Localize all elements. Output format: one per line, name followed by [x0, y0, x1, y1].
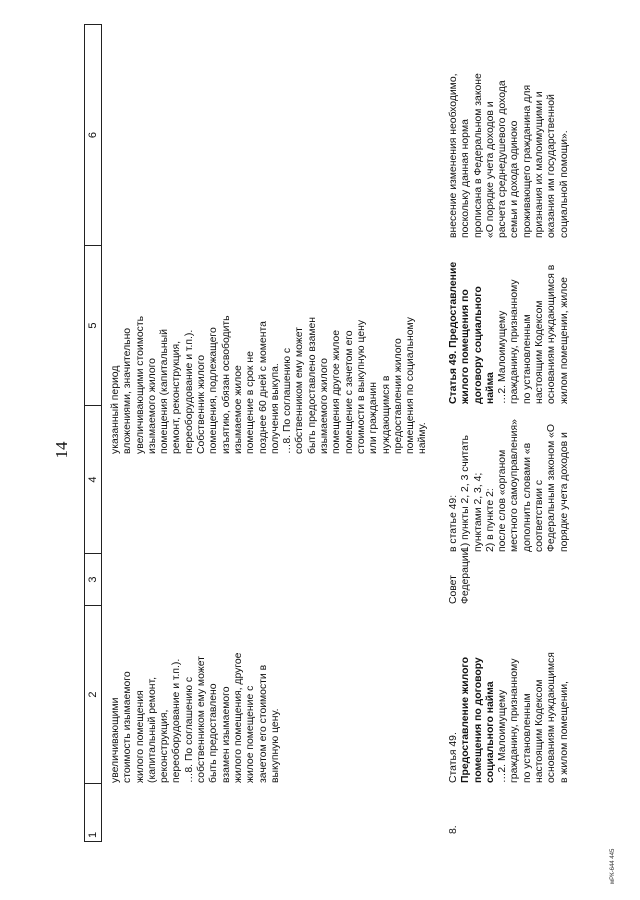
block2-col5-text: …2. Малоимущему гражданину, признанному по установленным настоящим Кодексом основаниям нуждающимся в жилом помещении, жилое	[497, 264, 570, 404]
block2-col5	[448, 244, 571, 404]
block2-col3-author: Совет Федерации	[448, 549, 472, 604]
row-number: 8.	[448, 825, 459, 834]
block2-col4-amendment: в статье 49: 1) пункты 2, 2, 3 считать пунктами 2, 3, 4; 2) в пункте 2: после слов «органом местного самоуправления» дополнить словами «в соответствии с Федеральным законом «О порядке учета доходов и	[448, 419, 570, 552]
header-col-4: 4	[85, 405, 101, 553]
block2-col2-title: Статья 49.	[448, 732, 459, 783]
footer-code: мРК-644 445	[610, 848, 616, 884]
header-col-2: 2	[85, 605, 101, 783]
block2-col2	[448, 607, 571, 783]
header-col-6: 6	[87, 131, 99, 139]
block2-col2-text: …2. Малоимущему гражданину, признанному по установленным настоящим Кодексом основаниям нуждающимся в жилом помещении,	[497, 652, 570, 783]
table-header	[84, 24, 102, 842]
header-col-5: 5	[85, 245, 101, 405]
block2-col5-bold: Статья 49. Предоставление жилого помещения по договору социального найма	[448, 261, 496, 404]
page-number: 14	[52, 441, 71, 459]
block2-col6-rationale: внесение изменения необходимо, поскольку данная норма прописана в Федеральном законе «О порядке учета доходов и расчета среднедушевого дохода семьи и дохода одиноко проживающего гражданина для признания их малоимущими и оказания им государственной социальной помощи».	[448, 73, 570, 238]
block1-col2-text: увеличивающими стоимость изымаемого жилого помещения (капитальный ремонт, реконструкция, переоборудование и т.п.). …8. По соглашению с собственником ему может быть предоставлено взамен изымаемого жилого помещения, другое жилое помещение с зачетом его стоимости в выкупную цену.	[110, 652, 281, 783]
header-col-1: 1	[85, 783, 101, 841]
block1-col5-text: указанный период вложениями, значительно увеличивающими стоимость изымаемого жилого помещения (капитальный ремонт, реконструкция, переоборудование и т.п.). Собственник жилого помещения, подлежащего изъятию, обязан освободить изымаемое жилое помещение в срок не позднее 60 дней с момента получения выкупа. …8. По соглашению с собственником ему может быть предоставлено взамен изымаемого жилого помещения другое жилое помещение с зачетом его стоимости в выкупную цену или гражданин нуждающимся в предоставлении жилого помещения по социальному найму.	[110, 315, 429, 454]
header-col-3: 3	[85, 553, 101, 605]
block2-col2-bold: Предоставление жилого помещения по договору социального найма	[460, 657, 496, 783]
